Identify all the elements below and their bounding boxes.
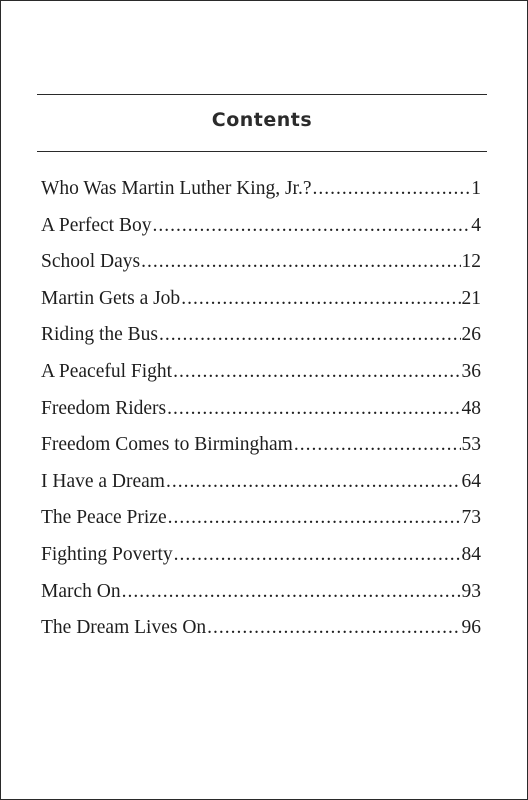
toc-entry-title: I Have a Dream <box>41 470 165 492</box>
toc-entry-title: Freedom Comes to Birmingham <box>41 434 293 456</box>
top-rule <box>37 94 487 95</box>
toc-entry-page: 84 <box>461 543 481 565</box>
dot-leader <box>159 324 460 346</box>
toc-entry <box>41 361 481 398</box>
toc-entry <box>41 544 481 581</box>
dot-leader <box>207 617 460 639</box>
toc-entry-page: 1 <box>471 178 481 199</box>
dot-leader <box>166 471 461 493</box>
dot-leader <box>141 251 460 273</box>
toc-entry-page: 26 <box>461 324 481 346</box>
toc-entry-title: The Dream Lives On <box>41 617 207 639</box>
toc-entry-title: A Peaceful Fight <box>41 360 173 382</box>
toc-entry-title: Freedom Riders <box>41 397 167 419</box>
table-of-contents <box>41 178 481 654</box>
toc-entry <box>41 581 481 618</box>
toc-entry <box>41 324 481 361</box>
toc-entry-title: Martin Gets a Job <box>41 287 181 309</box>
contents-heading: Contents <box>211 109 313 131</box>
dot-leader <box>174 544 461 566</box>
toc-entry-title: A Perfect Boy <box>41 214 152 236</box>
toc-entry <box>41 471 481 508</box>
dot-leader <box>152 215 470 237</box>
toc-entry <box>41 288 481 325</box>
toc-entry <box>41 251 481 288</box>
dot-leader <box>294 434 461 456</box>
toc-entry-page: 12 <box>461 251 481 273</box>
toc-entry-title: Who Was Martin Luther King, Jr.? <box>41 178 312 199</box>
dot-leader <box>173 361 460 383</box>
toc-entry-page: 73 <box>461 507 481 529</box>
dot-leader <box>168 507 461 529</box>
bottom-rule <box>37 151 487 152</box>
toc-entry-title: Riding the Bus <box>41 324 159 346</box>
toc-entry-page: 4 <box>471 214 481 236</box>
toc-entry-title: Fighting Poverty <box>41 543 173 565</box>
toc-entry-page: 36 <box>461 360 481 382</box>
toc-entry <box>41 178 481 215</box>
toc-entry <box>41 398 481 435</box>
toc-entry-title: March On <box>41 580 121 602</box>
dot-leader <box>312 178 470 200</box>
toc-entry-page: 93 <box>461 580 481 602</box>
toc-entry-page: 21 <box>461 287 481 309</box>
toc-entry-title: The Peace Prize <box>41 507 167 529</box>
toc-entry <box>41 617 481 654</box>
toc-entry <box>41 215 481 252</box>
toc-entry-page: 48 <box>461 397 481 419</box>
toc-entry-page: 53 <box>461 434 481 456</box>
dot-leader <box>181 288 460 310</box>
dot-leader <box>167 398 460 420</box>
toc-entry-title: School Days <box>41 251 141 273</box>
toc-entry <box>41 434 481 471</box>
dot-leader <box>122 581 461 603</box>
toc-entry-page: 96 <box>461 617 481 639</box>
toc-entry-page: 64 <box>461 470 481 492</box>
toc-entry <box>41 507 481 544</box>
